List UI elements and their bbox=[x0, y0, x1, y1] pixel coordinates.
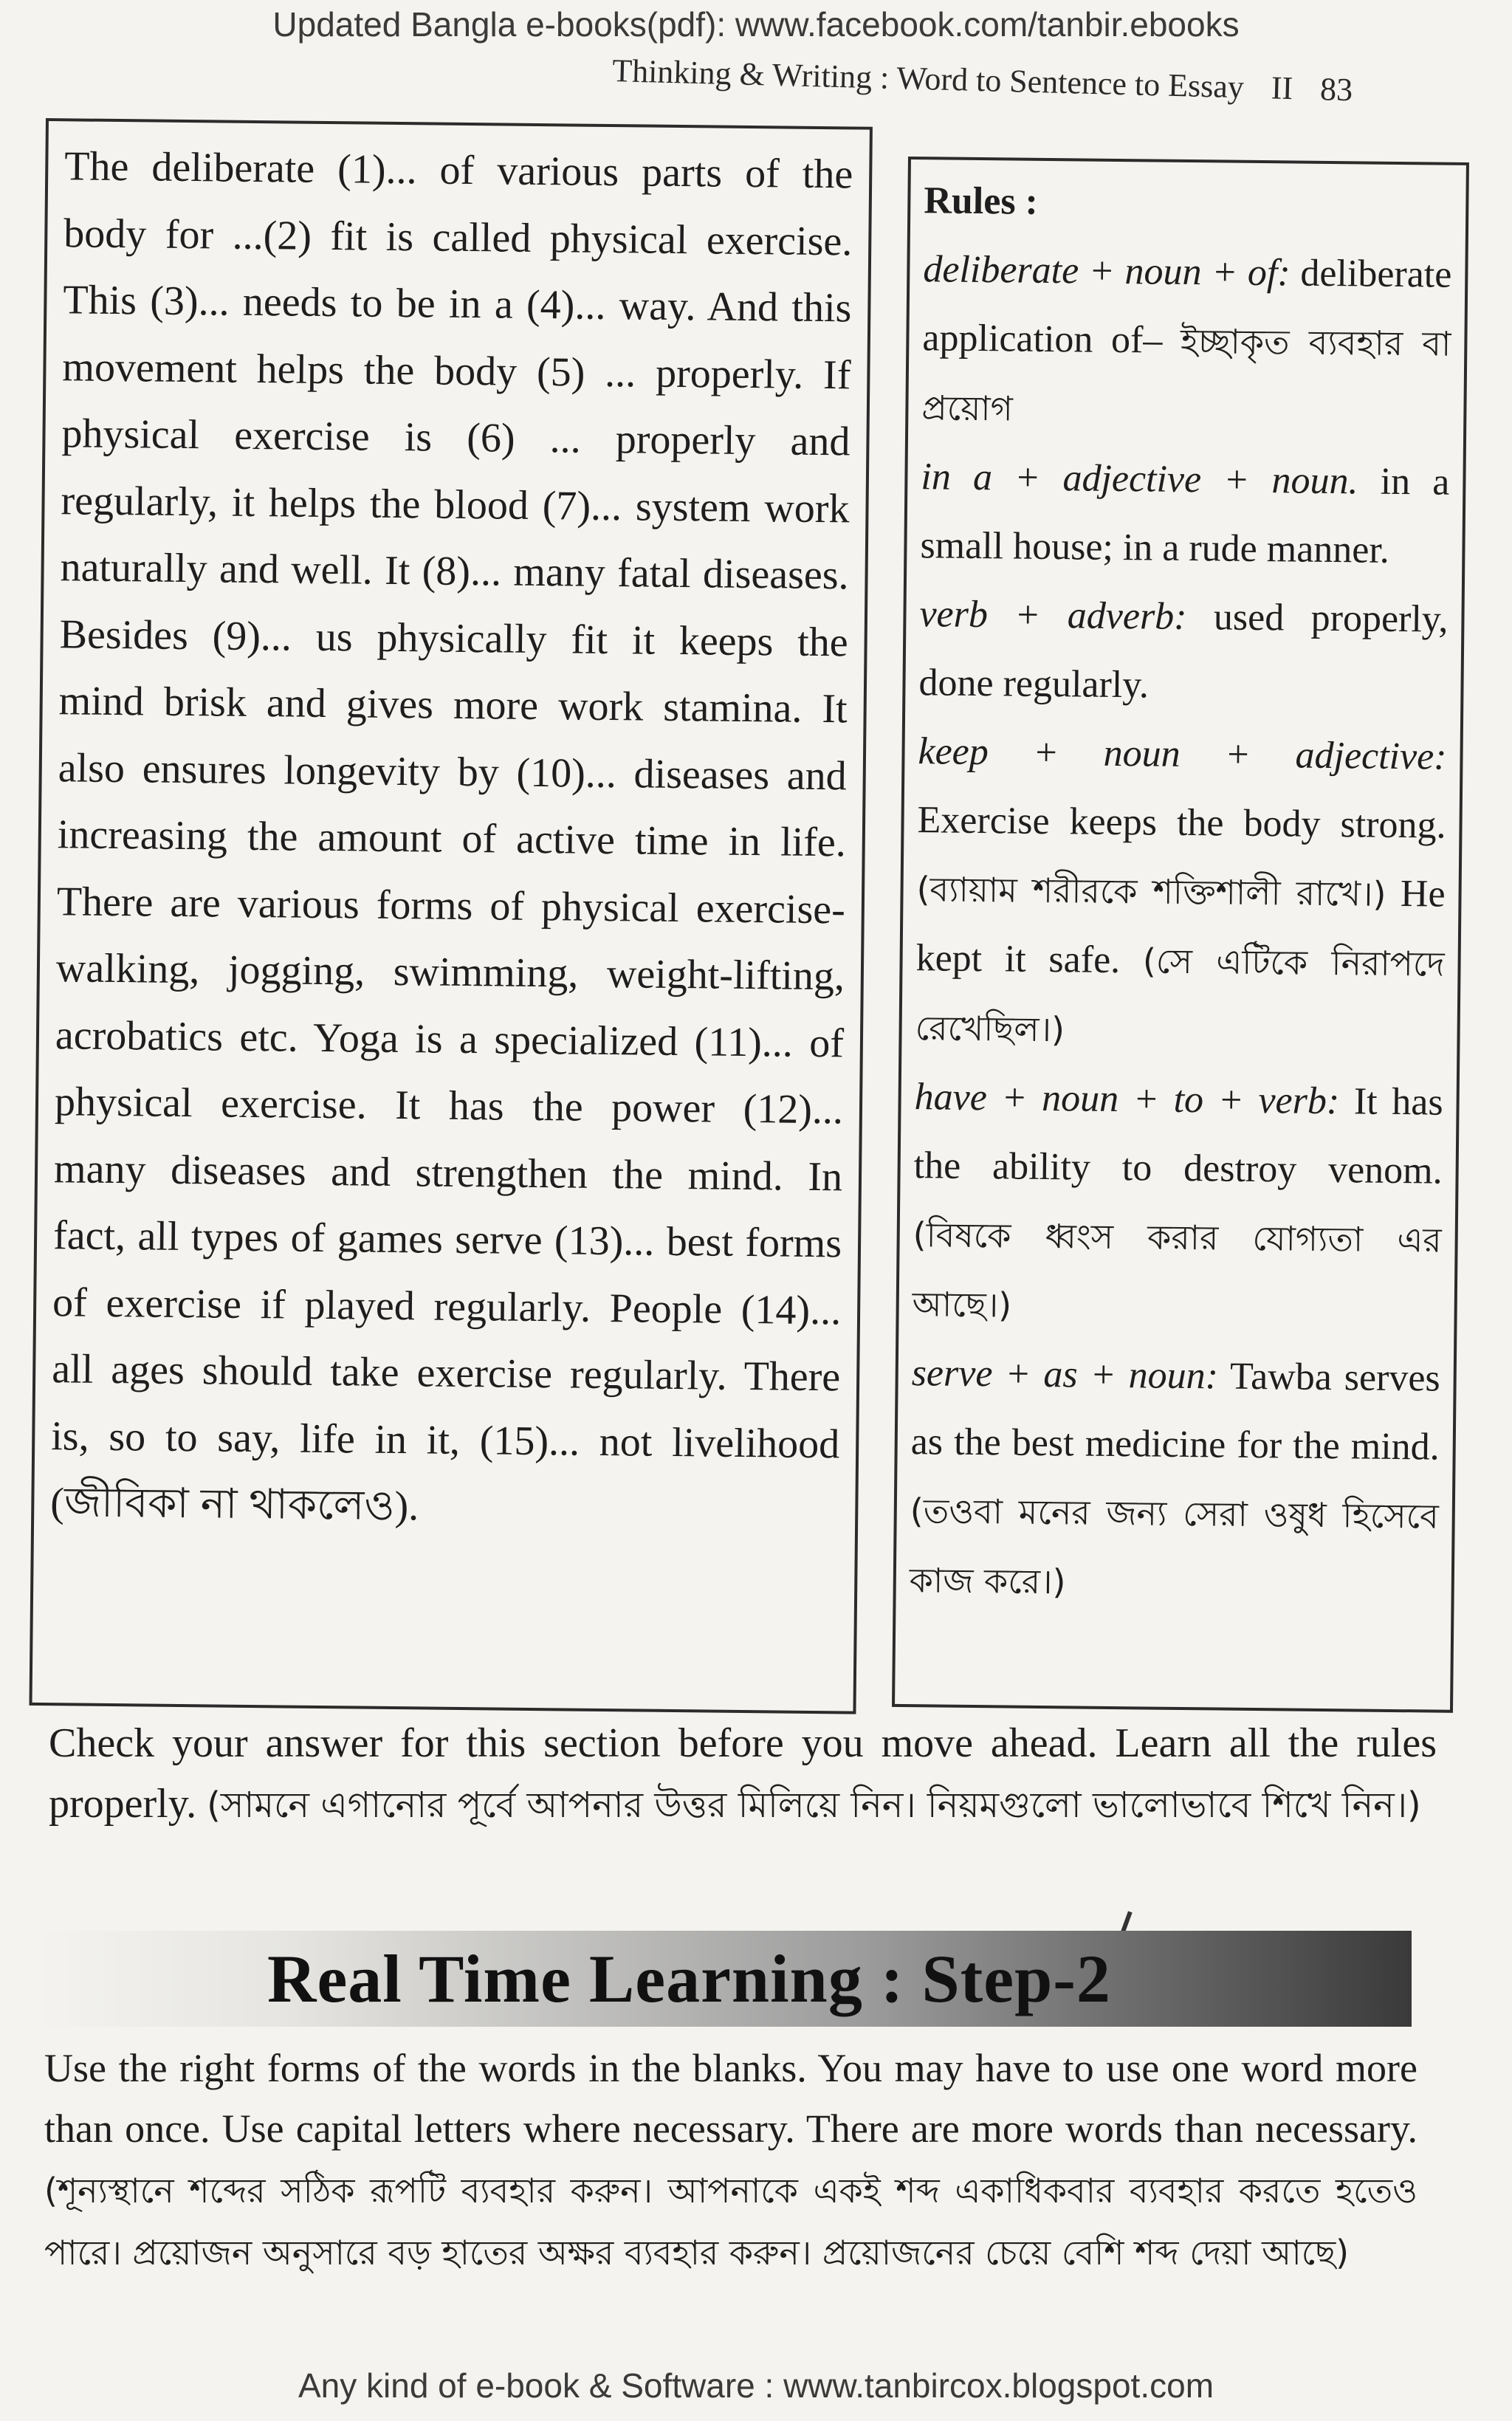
rule-example: used properly, done regularly. bbox=[918, 596, 1449, 707]
rule-example-2: He kept it safe. bbox=[915, 873, 1446, 982]
passage-box bbox=[29, 118, 872, 1714]
check-answer-note bbox=[49, 1713, 1437, 1836]
rule-item bbox=[921, 235, 1452, 447]
rule-item bbox=[918, 580, 1449, 722]
rule-bangla: ইচ্ছাকৃত ব্যবহার বা প্রয়োগ bbox=[921, 320, 1451, 429]
rule-example: Exercise keeps the body strong. bbox=[917, 799, 1446, 847]
running-head bbox=[612, 52, 1477, 112]
rule-item bbox=[909, 1339, 1440, 1620]
instructions bbox=[44, 2038, 1418, 2283]
rules-box bbox=[892, 157, 1469, 1713]
rule-pattern: deliberate + noun + of: bbox=[923, 248, 1291, 295]
page-number: 83 bbox=[1319, 71, 1353, 109]
rule-pattern: verb + adverb: bbox=[919, 593, 1187, 638]
instructions-bangla: (শূন্যস্থানে শব্দের সঠিক রূপটি ব্যবহার করুন। আপনাকে একই শব্দ একাধিকবার ব্যবহার করতে হতেও পারে। প্রয়োজন অনুসারে বড় হাতের অক্ষর ব্যবহার করুন। প্রয়োজনের চেয়ে বেশি শব্দ দেয়া আছে) bbox=[44, 2171, 1418, 2273]
rule-example: in a small house; in a rude manner. bbox=[920, 460, 1450, 571]
watermark-top: Updated Bangla e-books(pdf): www.facebook.com/tanbir.ebooks bbox=[272, 5, 1240, 44]
rule-pattern: keep + noun + adjective: bbox=[918, 730, 1447, 778]
rule-bangla: (বিষকে ধ্বংস করার যোগ্যতা এর আছে।) bbox=[912, 1215, 1442, 1325]
check-answer-bangla: (সামনে এগানোর পূর্বে আপনার উত্তর মিলিয়ে নিন। নিয়মগুলো ভালোভাবে শিখে নিন।) bbox=[207, 1785, 1421, 1826]
rule-example: It has the ability to destroy venom. bbox=[913, 1080, 1443, 1192]
passage-text: The deliberate (1)... of various parts of the body for ...(2) fit is called physical exercise. This (3)... needs to be in a (4)... way. And this movement helps the body (5) ... properly. If physical exercise is (6) ... properly and regularly, it helps the blood (7)... system work naturally and well. It (8)... many fatal diseases. Besides (9)... us physically fit it keeps the mind brisk and gives more work stamina. It also ensures longevity by (10)... diseases and increasing the amount of active time in life. There are various forms of physical exercise- walking, jogging, swimming, weight-lifting, acrobatics etc. Yoga is a specialized (11)... of physical exercise. It has the power (12)... many diseases and strengthen the mind. In fact, all types of games serve (13)... best forms of exercise if played regularly. People (14)... all ages should take exercise regularly. There is, so to say, life in it, (15)... not livelihood (জীবিকা না থাকলেও). bbox=[50, 143, 853, 1530]
watermark-bottom: Any kind of e-book & Software : www.tanbircox.blogspot.com bbox=[298, 2366, 1214, 2405]
rule-example: Tawba serves as the best medicine for the mind. bbox=[910, 1355, 1441, 1469]
rule-bangla: (ব্যায়াম শরীরকে শক্তিশালী রাখে।) bbox=[916, 869, 1386, 914]
rule-pattern: in a + adjective + noun. bbox=[921, 456, 1358, 503]
running-head-title: Thinking & Writing : Word to Sentence to Essay bbox=[611, 52, 1245, 106]
rule-bangla-2: (সে এটিকে নিরাপদে রেখেছিল।) bbox=[915, 941, 1445, 1050]
section-title: Real Time Learning : Step-2 bbox=[267, 1941, 1111, 2016]
rule-item bbox=[920, 442, 1450, 585]
rule-item bbox=[912, 1062, 1443, 1344]
rule-item bbox=[915, 717, 1447, 1068]
rule-bangla: (তওবা মনের জন্য সেরা ওষুধ হিসেবে কাজ করে।) bbox=[909, 1491, 1440, 1602]
rule-pattern: have + noun + to + verb: bbox=[914, 1076, 1340, 1123]
rule-example: deliberate application of– bbox=[922, 252, 1452, 362]
section-banner bbox=[38, 1931, 1412, 2027]
rules-title: Rules : bbox=[924, 179, 1039, 223]
rule-pattern: serve + as + noun: bbox=[911, 1352, 1219, 1398]
check-answer-text: Check your answer for this section before you move ahead. Learn all the rules properly. bbox=[49, 1720, 1437, 1827]
running-head-separator: II bbox=[1271, 69, 1293, 107]
instructions-text: Use the right forms of the words in the blanks. You may have to use one word more than once. Use capital letters where necessary. There are more words than necessary. bbox=[44, 2046, 1418, 2151]
